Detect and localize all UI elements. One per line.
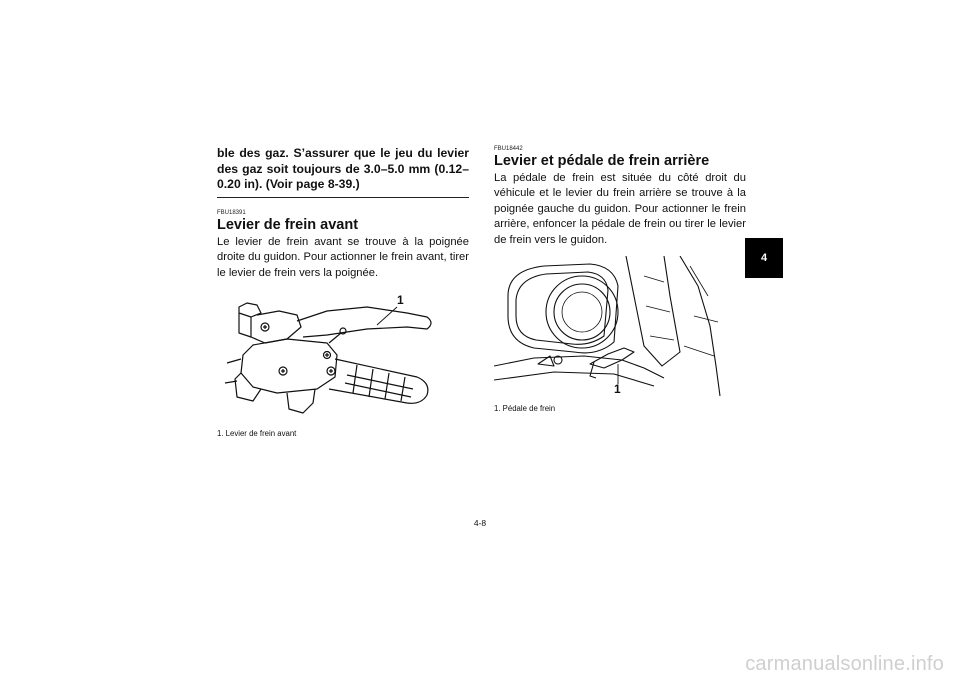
left-column xyxy=(217,146,469,439)
figure-caption-rear-brake: 1. Pédale de frein xyxy=(494,404,556,414)
section-body-front-brake: Le levier de frein avant se trouve à la poignée droite du guidon. Pour actionner le frein avant, tirer le levier de frein vers la poignée. xyxy=(217,235,469,279)
right-column xyxy=(494,146,746,414)
section-code: FBU18391 xyxy=(217,209,246,216)
section-heading-rear-brake: Levier et pédale de frein arrière xyxy=(494,153,710,169)
section-heading-front-brake: Levier de frein avant xyxy=(217,216,359,233)
section-body-rear-brake: La pédale de frein est située du côté droit du véhicule et le levier du frein arrière se trouve à la poignée gauche du guidon. Pour actionner le frein arrière, enfoncer la pédale de frein ou tirer le levier de frein vers le guidon. xyxy=(494,172,746,246)
front-brake-lever-illustration xyxy=(217,293,469,421)
figure-callout-1: 1 xyxy=(397,293,404,307)
section-code: FBU18442 xyxy=(494,146,523,152)
page-number: 4-8 xyxy=(473,518,487,528)
figure-callout-1: 1 xyxy=(614,382,621,397)
continuation-text: ble des gaz. S’assurer que le jeu du levier des gaz soit toujours de 3.0–5.0 mm (0.12–0.20 in). (Voir page 8-39.) xyxy=(217,146,469,198)
watermark-text: carmanualsonline.info xyxy=(745,653,944,675)
rear-brake-pedal-drawing xyxy=(494,256,724,396)
chapter-tab: 4 xyxy=(745,238,783,278)
rear-brake-pedal-illustration xyxy=(494,256,746,396)
figure-caption-front-brake: 1. Levier de frein avant xyxy=(217,429,297,438)
front-brake-lever-drawing xyxy=(217,293,447,421)
